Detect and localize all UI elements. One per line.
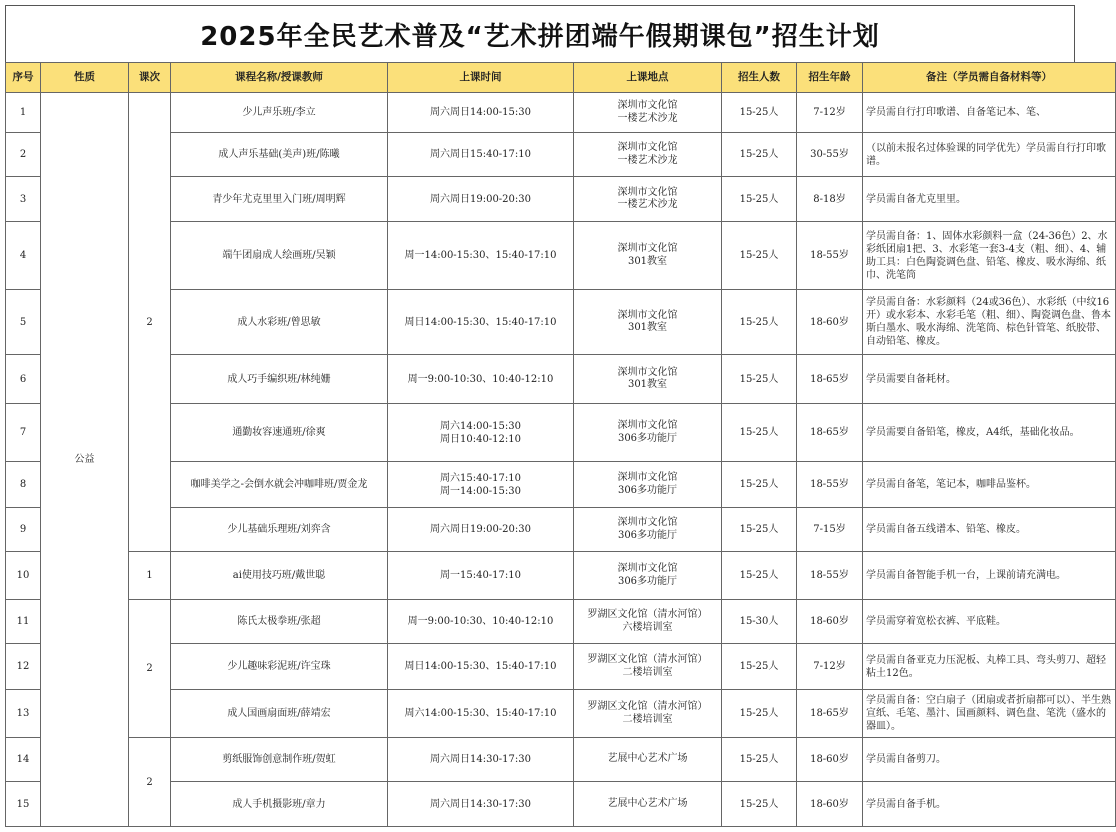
table-row	[6, 738, 1116, 782]
row-number: 6	[6, 355, 41, 404]
table-row	[6, 404, 1116, 462]
class-location-line: 艺展中心艺术广场	[607, 753, 688, 765]
class-location-line: 301教室	[627, 322, 668, 333]
class-time-line: 周六周日19:00-20:30	[429, 524, 531, 535]
age-range: 18-65岁	[797, 690, 863, 738]
age-range: 18-65岁	[797, 404, 863, 462]
class-time-line: 周六周日19:00-20:30	[429, 193, 531, 205]
materials-note: 学员需自备亚克力压泥板、丸棒工具、弯头剪刀、超轻粘土12色。	[863, 644, 1116, 690]
class-time-line: 周六周日14:30-17:30	[429, 798, 531, 810]
table-row	[6, 222, 1116, 290]
class-location-line: 罗湖区文化馆（清水河馆）	[587, 609, 708, 620]
course-name: 成人水彩班/曾思敏	[171, 290, 388, 355]
class-location	[574, 508, 722, 552]
sessions-cell: 2	[129, 738, 171, 827]
class-time	[388, 600, 574, 644]
age-range: 7-12岁	[797, 644, 863, 690]
course-name: 少儿基础乐理班/刘弈含	[171, 508, 388, 552]
materials-note: 学员需自备剪刀。	[863, 738, 1116, 782]
age-range: 18-65岁	[797, 355, 863, 404]
table-row	[6, 355, 1116, 404]
class-time	[388, 93, 574, 133]
class-location-line: 306多功能厅	[617, 484, 678, 496]
row-number: 15	[6, 782, 41, 827]
course-name: 咖啡美学之-会倒水就会冲咖啡班/贾金龙	[171, 462, 388, 508]
course-name: 成人声乐基础(美声)班/陈曦	[171, 133, 388, 177]
class-location-line: 罗湖区文化馆（清水河馆）	[587, 654, 708, 665]
sessions-cell: 1	[129, 552, 171, 600]
row-number: 1	[6, 93, 41, 133]
class-time-line: 周一15:40-17:10	[439, 570, 521, 581]
row-number: 10	[6, 552, 41, 600]
course-name: 通勤妆容速通班/徐爽	[171, 404, 388, 462]
class-time-line: 周六15:40-17:10	[439, 472, 521, 484]
class-time-line: 周日10:40-12:10	[439, 433, 521, 445]
page-title: 2025年全民艺术普及“艺术拼团端午假期课包”招生计划	[5, 5, 1075, 62]
materials-note: 学员需自备手机。	[863, 782, 1116, 827]
class-time-line: 周六周日14:00-15:30	[429, 107, 531, 118]
table-row	[6, 552, 1116, 600]
enrollment-count: 15-25人	[722, 290, 797, 355]
class-time	[388, 690, 574, 738]
class-location-line: 深圳市文化馆	[617, 243, 678, 254]
class-location-line: 二楼培训室	[622, 713, 673, 725]
course-name: 成人国画扇面班/薛靖宏	[171, 690, 388, 738]
class-location-line: 深圳市文化馆	[617, 563, 678, 574]
materials-note: （以前未报名过体验课的同学优先）学员需自行打印歌谱。	[863, 133, 1116, 177]
class-time	[388, 290, 574, 355]
class-location	[574, 552, 722, 600]
class-location	[574, 133, 722, 177]
course-name: ai使用技巧班/戴世聪	[171, 552, 388, 600]
enrollment-count: 15-25人	[722, 404, 797, 462]
class-location-line: 一楼艺术沙龙	[617, 154, 678, 166]
class-time	[388, 404, 574, 462]
row-number: 4	[6, 222, 41, 290]
class-location	[574, 600, 722, 644]
materials-note: 学员需自备尤克里里。	[863, 177, 1116, 222]
class-time-line: 周六14:00-15:30	[439, 420, 521, 432]
class-location	[574, 93, 722, 133]
class-location-line: 深圳市文化馆	[617, 186, 678, 198]
age-range: 18-55岁	[797, 552, 863, 600]
class-location-line: 301教室	[627, 379, 668, 390]
header-nature: 性质	[41, 63, 129, 93]
class-location-line: 深圳市文化馆	[617, 366, 678, 378]
materials-note: 学员需自备：1、固体水彩颜料一盒（24-36色）2、水彩纸团扇1把、3、水彩笔一套3-4支（粗、细）、4、辅助工具：白色陶瓷调色盘、铅笔、橡皮、吸水海绵、纸巾、洗笔筒	[863, 222, 1116, 290]
enrollment-count: 15-25人	[722, 508, 797, 552]
class-location-line: 306多功能厅	[617, 529, 678, 541]
row-number: 3	[6, 177, 41, 222]
table-row	[6, 782, 1116, 827]
nature-cell: 公益	[41, 93, 129, 827]
class-time-line: 周六14:00-15:30、15:40-17:10	[404, 708, 557, 719]
class-time-line: 周一9:00-10:30、10:40-12:10	[407, 616, 554, 627]
course-table	[5, 62, 1116, 827]
class-time-line: 周六周日15:40-17:10	[429, 149, 531, 160]
course-name: 成人手机摄影班/章力	[171, 782, 388, 827]
class-location	[574, 290, 722, 355]
class-time-line: 周一14:00-15:30	[439, 485, 521, 497]
materials-note: 学员需自备：水彩颜料（24或36色）、水彩纸（中纹16开）或水彩本、水彩毛笔（粗、细）、陶瓷调色盘、鲁本斯白墨水、吸水海绵、洗笔筒、棕色针管笔、纸胶带、自动铅笔、橡皮。	[863, 290, 1116, 355]
materials-note: 学员需自备笔，笔记本，咖啡品鉴杯。	[863, 462, 1116, 508]
enrollment-count: 15-25人	[722, 552, 797, 600]
course-name: 端午团扇成人绘画班/吴颖	[171, 222, 388, 290]
table-row	[6, 177, 1116, 222]
age-range: 18-55岁	[797, 222, 863, 290]
class-location	[574, 355, 722, 404]
schedule-sheet	[5, 5, 1111, 827]
age-range: 18-60岁	[797, 290, 863, 355]
table-row	[6, 644, 1116, 690]
row-number: 12	[6, 644, 41, 690]
sessions-cell: 2	[129, 93, 171, 552]
materials-note: 学员需要自备铅笔，橡皮，A4纸，基础化妆品。	[863, 404, 1116, 462]
class-location	[574, 644, 722, 690]
class-location-line: 一楼艺术沙龙	[617, 199, 678, 210]
header-location: 上课地点	[574, 63, 722, 93]
class-location	[574, 177, 722, 222]
class-time	[388, 177, 574, 222]
class-location-line: 一楼艺术沙龙	[617, 112, 678, 124]
age-range: 7-15岁	[797, 508, 863, 552]
class-location-line: 301教室	[627, 255, 668, 267]
class-location	[574, 738, 722, 782]
table-row	[6, 462, 1116, 508]
header-row	[6, 63, 1116, 93]
class-time-line: 周日14:00-15:30、15:40-17:10	[404, 661, 557, 672]
course-name: 陈氏太极拳班/张超	[171, 600, 388, 644]
age-range: 18-60岁	[797, 600, 863, 644]
row-number: 7	[6, 404, 41, 462]
enrollment-count: 15-25人	[722, 177, 797, 222]
course-name: 少儿声乐班/李立	[171, 93, 388, 133]
class-time-line: 周六周日14:30-17:30	[429, 754, 531, 765]
materials-note: 学员需要自备耗材。	[863, 355, 1116, 404]
class-location-line: 306多功能厅	[617, 575, 678, 587]
materials-note: 学员需自备五线谱本、铅笔、橡皮。	[863, 508, 1116, 552]
age-range: 30-55岁	[797, 133, 863, 177]
class-location-line: 罗湖区文化馆（清水河馆）	[587, 701, 708, 712]
class-location-line: 深圳市文化馆	[617, 472, 678, 483]
age-range: 18-55岁	[797, 462, 863, 508]
class-location	[574, 690, 722, 738]
course-name: 少儿趣味彩泥班/许宝珠	[171, 644, 388, 690]
table-row	[6, 600, 1116, 644]
class-time-line: 周日14:00-15:30、15:40-17:10	[404, 316, 557, 328]
course-name: 成人巧手编织班/林纯姗	[171, 355, 388, 404]
row-number: 11	[6, 600, 41, 644]
enrollment-count: 15-25人	[722, 355, 797, 404]
class-time	[388, 738, 574, 782]
header-age: 招生年龄	[797, 63, 863, 93]
class-time	[388, 508, 574, 552]
header-course: 课程名称/授课教师	[171, 63, 388, 93]
materials-note: 学员需穿着宽松衣裤、平底鞋。	[863, 600, 1116, 644]
class-time	[388, 133, 574, 177]
course-name: 剪纸服饰创意制作班/贺虹	[171, 738, 388, 782]
age-range: 7-12岁	[797, 93, 863, 133]
class-location-line: 深圳市文化馆	[617, 420, 678, 431]
class-time-line: 周一9:00-10:30、10:40-12:10	[407, 373, 554, 385]
course-name: 青少年尤克里里入门班/周明辉	[171, 177, 388, 222]
class-location-line: 六楼培训室	[622, 621, 673, 633]
age-range: 18-60岁	[797, 738, 863, 782]
class-time-line: 周一14:00-15:30、15:40-17:10	[404, 250, 557, 261]
class-time	[388, 355, 574, 404]
enrollment-count: 15-25人	[722, 738, 797, 782]
class-location-line: 深圳市文化馆	[617, 517, 678, 528]
enrollment-count: 15-25人	[722, 133, 797, 177]
age-range: 8-18岁	[797, 177, 863, 222]
row-number: 5	[6, 290, 41, 355]
row-number: 8	[6, 462, 41, 508]
class-time	[388, 782, 574, 827]
table-row	[6, 133, 1116, 177]
class-location	[574, 462, 722, 508]
header-no: 序号	[6, 63, 41, 93]
enrollment-count: 15-25人	[722, 644, 797, 690]
materials-note: 学员需自备智能手机一台，上课前请充满电。	[863, 552, 1116, 600]
table-row	[6, 290, 1116, 355]
table-row	[6, 690, 1116, 738]
enrollment-count: 15-30人	[722, 600, 797, 644]
enrollment-count: 15-25人	[722, 462, 797, 508]
class-location-line: 深圳市文化馆	[617, 100, 678, 111]
row-number: 9	[6, 508, 41, 552]
age-range: 18-60岁	[797, 782, 863, 827]
class-location	[574, 222, 722, 290]
class-time	[388, 222, 574, 290]
header-note: 备注（学员需自备材料等）	[863, 63, 1116, 93]
materials-note: 学员需自备：空白扇子（团扇或者折扇都可以）、半生熟宣纸、毛笔、墨汁、国画颜料、调色盘、笔洗（盛水的器皿）。	[863, 690, 1116, 738]
sessions-cell: 2	[129, 600, 171, 738]
class-location-line: 306多功能厅	[617, 432, 678, 444]
enrollment-count: 15-25人	[722, 222, 797, 290]
row-number: 13	[6, 690, 41, 738]
header-sessions: 课次	[129, 63, 171, 93]
row-number: 14	[6, 738, 41, 782]
class-location	[574, 782, 722, 827]
class-location	[574, 404, 722, 462]
class-time	[388, 462, 574, 508]
materials-note: 学员需自行打印歌谱、自备笔记本、笔、	[863, 93, 1116, 133]
enrollment-count: 15-25人	[722, 690, 797, 738]
enrollment-count: 15-25人	[722, 93, 797, 133]
header-time: 上课时间	[388, 63, 574, 93]
enrollment-count: 15-25人	[722, 782, 797, 827]
header-count: 招生人数	[722, 63, 797, 93]
table-row	[6, 93, 1116, 133]
class-location-line: 艺展中心艺术广场	[607, 797, 688, 809]
row-number: 2	[6, 133, 41, 177]
class-location-line: 深圳市文化馆	[617, 142, 678, 153]
class-time	[388, 644, 574, 690]
class-time	[388, 552, 574, 600]
class-location-line: 深圳市文化馆	[617, 309, 678, 321]
table-row	[6, 508, 1116, 552]
class-location-line: 二楼培训室	[622, 666, 673, 678]
